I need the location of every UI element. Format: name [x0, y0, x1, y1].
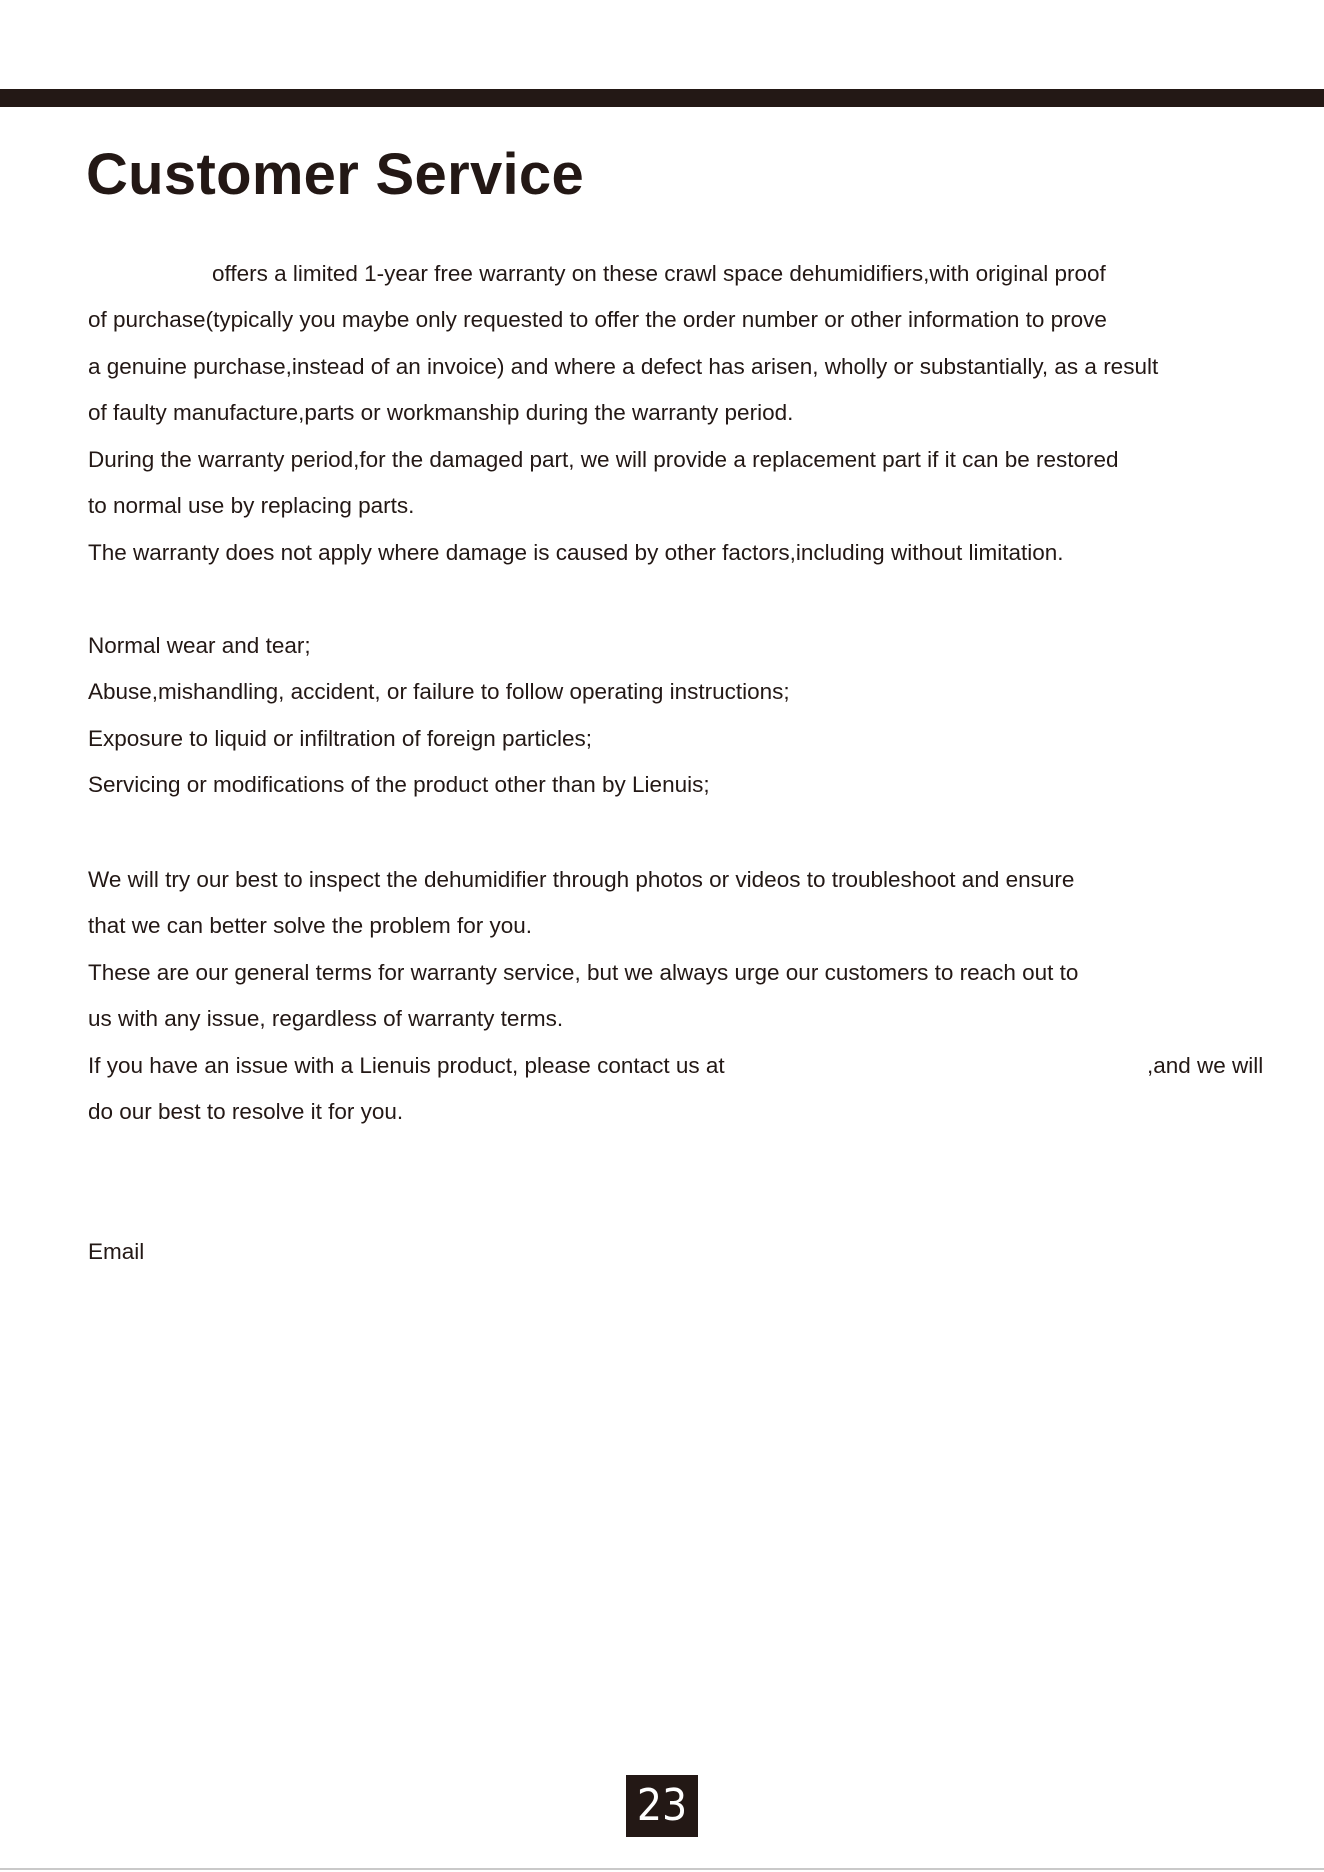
paragraph-line: of faulty manufacture,parts or workmanship during the warranty period. [88, 400, 794, 425]
list-item: Servicing or modifications of the product other than by Lienuis; [88, 772, 710, 797]
paragraph-line: These are our general terms for warranty service, but we always urge our customers to reach out to [88, 960, 1079, 985]
list-item: Abuse,mishandling, accident, or failure to follow operating instructions; [88, 679, 790, 704]
paragraph-line: that we can better solve the problem for you. [88, 913, 532, 938]
paragraph-line: us with any issue, regardless of warranty terms. [88, 1006, 564, 1031]
email-label: Email [88, 1239, 145, 1264]
paragraph-line: offers a limited 1-year free warranty on these crawl space dehumidifiers,with original proof [212, 261, 1106, 286]
list-item: Normal wear and tear; [88, 633, 311, 658]
paragraph-line: to normal use by replacing parts. [88, 493, 415, 518]
page-number: 23 [626, 1775, 698, 1837]
page-title: Customer Service [86, 142, 585, 207]
paragraph-line: a genuine purchase,instead of an invoice) and where a defect has arisen, wholly or substantially, as a result [88, 354, 1159, 379]
paragraph-line-end: ,and we will [1147, 1053, 1264, 1078]
header-rule [0, 89, 1324, 107]
paragraph-line: The warranty does not apply where damage is caused by other factors,including without limitation. [88, 540, 1064, 565]
paragraph-line: We will try our best to inspect the dehumidifier through photos or videos to troubleshoot and ensure [88, 867, 1075, 892]
paragraph-line: do our best to resolve it for you. [88, 1099, 404, 1124]
footer-rule [0, 1868, 1324, 1870]
list-item: Exposure to liquid or infiltration of foreign particles; [88, 726, 593, 751]
paragraph-line: If you have an issue with a Lienuis product, please contact us at [88, 1053, 725, 1078]
paragraph-line: of purchase(typically you maybe only requested to offer the order number or other information to prove [88, 307, 1107, 332]
paragraph-line: During the warranty period,for the damaged part, we will provide a replacement part if it can be restored [88, 447, 1119, 472]
